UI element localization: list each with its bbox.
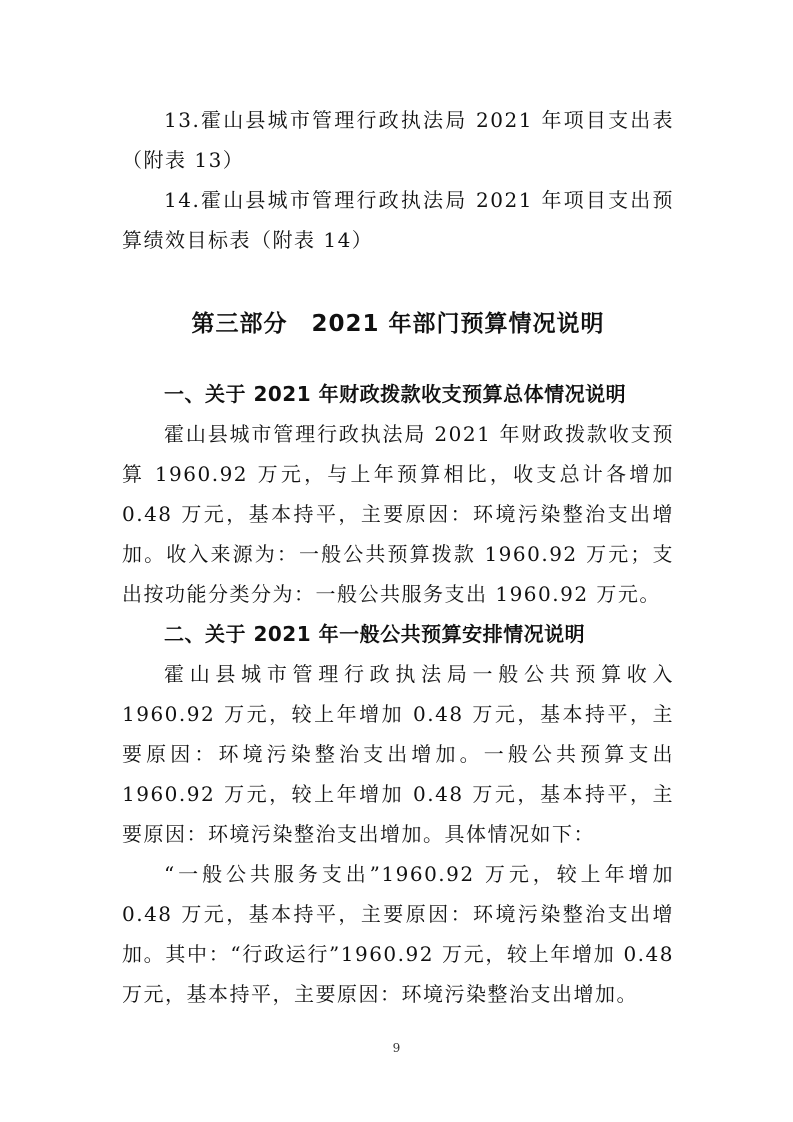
paragraph: 霍山县城市管理行政执法局一般公共预算收入 1960.92 万元，较上年增加 0.48 万元，基本持平，主要原因：环境污染整治支出增加。一般公共预算支出 1960.92 万元，较上年增加 0.48 万元，基本持平，主要原因：环境污染整治支出增加。具体情况如下： [122,662,674,846]
list-item-14: 14.霍山县城市管理行政执法局 2021 年项目支出预算绩效目标表（附表 14） [122,188,674,252]
paragraph: “一般公共服务支出”1960.92 万元，较上年增加 0.48 万元，基本持平，主要原因：环境污染整治支出增加。其中：“行政运行”1960.92 万元，较上年增加 0.48 万元，基本持平，主要原因：环境污染整治支出增加。 [122,862,674,1006]
paragraph: 霍山县城市管理行政执法局 2021 年财政拨款收支预算 1960.92 万元，与上年预算相比，收支总计各增加 0.48 万元，基本持平，主要原因：环境污染整治支出增加。收入来源为：一般公共预算拨款 1960.92 万元；支出按功能分类分为：一般公共服务支出 1960.92 万元。 [122,422,674,606]
page-number: 9 [392,1041,401,1055]
document-page [122,100,674,1014]
section-general-budget [122,614,674,1014]
part-title: 第三部分 2021 年部门预算情况说明 [191,311,605,337]
section-overall-budget [122,374,674,614]
section-heading: 一、关于 2021 年财政拨款收支预算总体情况说明 [164,382,627,406]
spacer [122,260,674,304]
spacer [122,344,674,374]
list-item-13: 13.霍山县城市管理行政执法局 2021 年项目支出表（附表 13） [122,108,674,172]
section-heading: 二、关于 2021 年一般公共预算安排情况说明 [164,622,586,646]
